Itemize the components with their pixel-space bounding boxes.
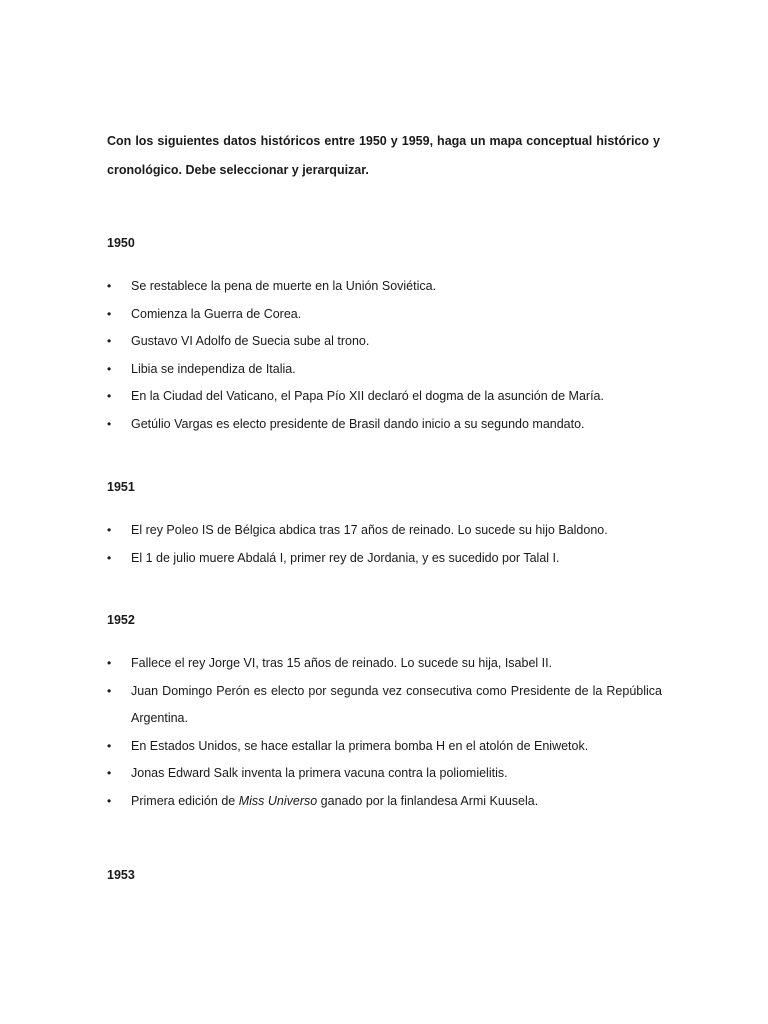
list-item: • Getúlio Vargas es electo presidente de Brasil dando inicio a su segundo mandato. [107,411,662,439]
bullet-icon: • [107,334,112,348]
bullet-icon: • [107,416,112,431]
list-item: • Jonas Edward Salk inventa la primera vacuna contra la poliomielitis. [107,760,662,788]
year-heading-1953: 1953 [107,868,135,882]
year-heading-1950: 1950 [107,236,135,250]
bullet-icon: • [107,361,112,376]
list-item: • Fallece el rey Jorge VI, tras 15 años de reinado. Lo sucede su hija, Isabel II. [107,650,662,678]
bullet-icon: • [107,656,112,670]
events-list-1950 [107,273,662,438]
bullet-icon: • [107,793,112,808]
list-item: • Se restablece la pena de muerte en la Unión Soviética. [107,273,662,301]
list-item: • Primera edición de Miss Universo ganado por la finlandesa Armi Kuusela. [107,788,662,816]
list-item: • En Estados Unidos, se hace estallar la primera bomba H en el atolón de Eniwetok. [107,733,662,761]
list-item: • El 1 de julio muere Abdalá I, primer rey de Jordania, y es sucedido por Talal I. [107,545,662,573]
bullet-icon: • [107,683,112,698]
list-item: • Juan Domingo Perón es electo por segunda vez consecutiva como Presidente de la República Argentina. [107,678,662,733]
bullet-icon: • [107,279,112,293]
bullet-icon: • [107,523,112,537]
year-heading-1952: 1952 [107,613,135,627]
year-heading-1951: 1951 [107,480,135,494]
list-item: • Libia se independiza de Italia. [107,356,662,384]
events-list-1951 [107,517,662,572]
miss-universo-emphasis: Miss Universo [238,793,318,808]
bullet-icon: • [107,306,112,321]
list-item: • En la Ciudad del Vaticano, el Papa Pío XII declaró el dogma de la asunción de María. [107,383,662,411]
bullet-icon: • [107,389,112,403]
list-item: • Comienza la Guerra de Corea. [107,301,662,329]
bullet-icon: • [107,550,112,565]
list-item: • Gustavo VI Adolfo de Suecia sube al trono. [107,328,662,356]
list-item: • El rey Poleo IS de Bélgica abdica tras 17 años de reinado. Lo sucede su hijo Baldono. [107,517,662,545]
bullet-icon: • [107,738,112,753]
intro-paragraph: Con los siguientes datos históricos entre 1950 y 1959, haga un mapa conceptual histórico y cronológico. Debe seleccionar y jerarquizar. [107,134,660,177]
events-list-1952 [107,650,662,815]
bullet-icon: • [107,766,112,780]
